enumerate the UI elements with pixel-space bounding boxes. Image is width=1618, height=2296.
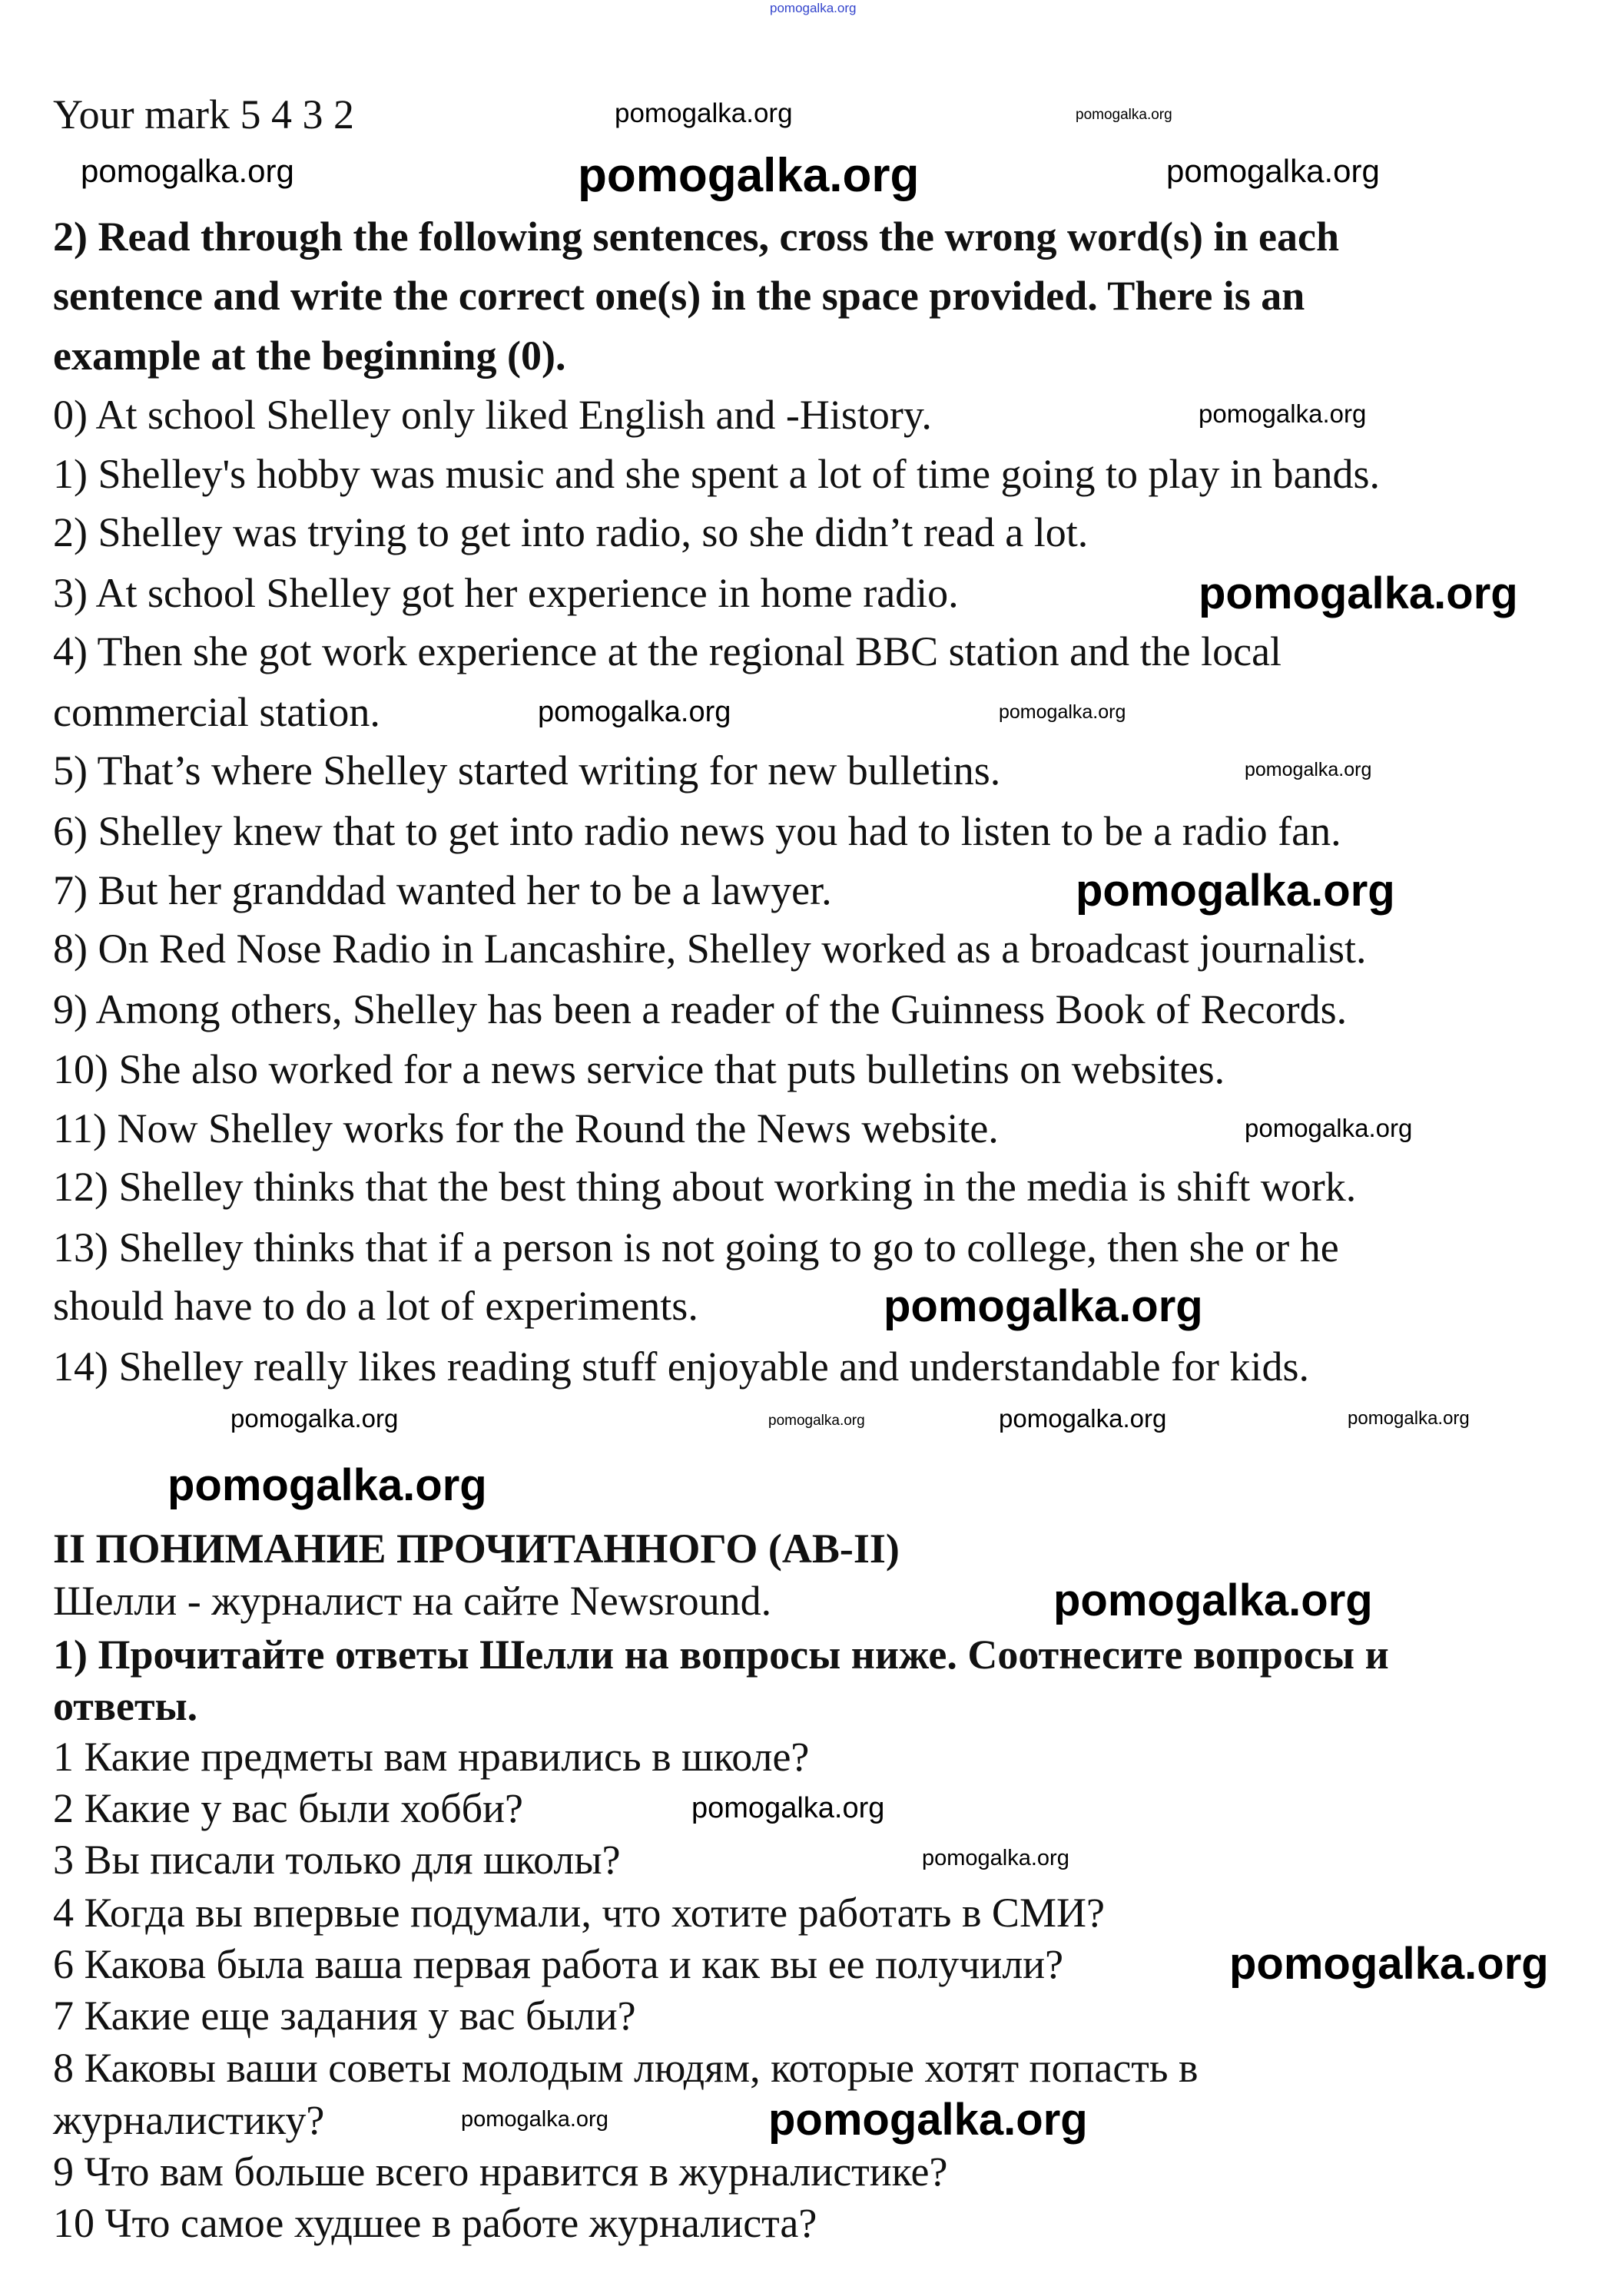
sentence-item: 9) Among others, Shelley has been a reader of the Guinness Book of Records.: [53, 986, 1348, 1032]
question-item: 1 Какие предметы вам нравились в школе?: [53, 1734, 810, 1780]
watermark: pomogalka.org: [578, 149, 920, 202]
task-instruction: 2) Read through the following sentences, cross the wrong word(s) in each: [53, 214, 1339, 260]
sentence-item: 1) Shelley's hobby was music and she spent a lot of time going to play in bands.: [53, 451, 1380, 497]
question-item: 10 Что самое худшее в работе журналиста?: [53, 2200, 817, 2246]
section-subtitle: Шелли - журналист на сайте Newsround.: [53, 1578, 772, 1624]
watermark: pomogalka.org: [1245, 759, 1372, 780]
question-item: 6 Какова была ваша первая работа и как вы ее получили?: [53, 1941, 1064, 1987]
watermark: pomogalka.org: [615, 98, 793, 128]
watermark: pomogalka.org: [884, 1281, 1203, 1331]
watermark: pomogalka.org: [768, 2095, 1088, 2145]
sentence-item: should have to do a lot of experiments.: [53, 1283, 698, 1329]
watermark: pomogalka.org: [1076, 866, 1395, 916]
sentence-item: 5) That’s where Shelley started writing for new bulletins.: [53, 747, 1001, 793]
watermark: pomogalka.org: [81, 153, 294, 189]
section-instruction: ответы.: [53, 1683, 198, 1729]
watermark: pomogalka.org: [1199, 568, 1518, 618]
sentence-item: 4) Then she got work experience at the regional BBC station and the local: [53, 628, 1282, 674]
sentence-item: 0) At school Shelley only liked English and -History.: [53, 392, 932, 438]
question-item: 9 Что вам больше всего нравится в журналистике?: [53, 2149, 948, 2195]
watermark: pomogalka.org: [1348, 1408, 1470, 1429]
mark-line: Your mark 5 4 3 2: [53, 91, 355, 137]
section-instruction: 1) Прочитайте ответы Шелли на вопросы ниже. Соотнесите вопросы и: [53, 1632, 1389, 1678]
task-instruction: example at the beginning (0).: [53, 333, 566, 379]
watermark: pomogalka.org: [230, 1404, 399, 1433]
watermark: pomogalka.org: [691, 1792, 885, 1824]
watermark: pomogalka.org: [167, 1460, 487, 1510]
watermark: pomogalka.org: [999, 701, 1126, 723]
sentence-item: 10) She also worked for a news service that puts bulletins on websites.: [53, 1046, 1225, 1092]
section-title: II ПОНИМАНИЕ ПРОЧИТАННОГО (АВ-II): [53, 1526, 900, 1572]
watermark: pomogalka.org: [768, 1413, 865, 1429]
watermark: pomogalka.org: [461, 2107, 608, 2132]
watermark: pomogalka.org: [770, 1, 857, 15]
sentence-item: 13) Shelley thinks that if a person is not going to go to college, then she or he: [53, 1224, 1339, 1271]
sentence-item: 12) Shelley thinks that the best thing about working in the media is shift work.: [53, 1164, 1357, 1210]
task-instruction: sentence and write the correct one(s) in the space provided. There is an: [53, 273, 1305, 319]
sentence-item: 2) Shelley was trying to get into radio, so she didn’t read a lot.: [53, 509, 1089, 555]
sentence-item: 7) But her granddad wanted her to be a lawyer.: [53, 867, 832, 913]
watermark: pomogalka.org: [1199, 399, 1367, 428]
watermark: pomogalka.org: [1166, 153, 1380, 189]
question-item: 8 Каковы ваши советы молодым людям, которые хотят попасть в: [53, 2045, 1199, 2091]
question-item: журналистику?: [53, 2097, 325, 2143]
question-item: 4 Когда вы впервые подумали, что хотите работать в СМИ?: [53, 1890, 1105, 1936]
sentence-item: 8) On Red Nose Radio in Lancashire, Shelley worked as a broadcast journalist.: [53, 926, 1367, 972]
sentence-item: commercial station.: [53, 689, 380, 735]
watermark: pomogalka.org: [1245, 1114, 1413, 1142]
watermark: pomogalka.org: [999, 1404, 1167, 1433]
watermark: pomogalka.org: [1053, 1575, 1373, 1625]
sentence-item: 6) Shelley knew that to get into radio news you had to listen to be a radio fan.: [53, 808, 1341, 854]
sentence-item: 3) At school Shelley got her experience in home radio.: [53, 570, 959, 616]
question-item: 7 Какие еще задания у вас были?: [53, 1993, 636, 2039]
sentence-item: 11) Now Shelley works for the Round the News website.: [53, 1105, 999, 1151]
sentence-item: 14) Shelley really likes reading stuff enjoyable and understandable for kids.: [53, 1343, 1310, 1390]
question-item: 3 Вы писали только для школы?: [53, 1837, 621, 1883]
question-item: 2 Какие у вас были хобби?: [53, 1785, 523, 1831]
watermark: pomogalka.org: [922, 1846, 1069, 1870]
watermark: pomogalka.org: [1076, 107, 1172, 123]
watermark: pomogalka.org: [538, 696, 731, 728]
watermark: pomogalka.org: [1229, 1939, 1549, 1989]
